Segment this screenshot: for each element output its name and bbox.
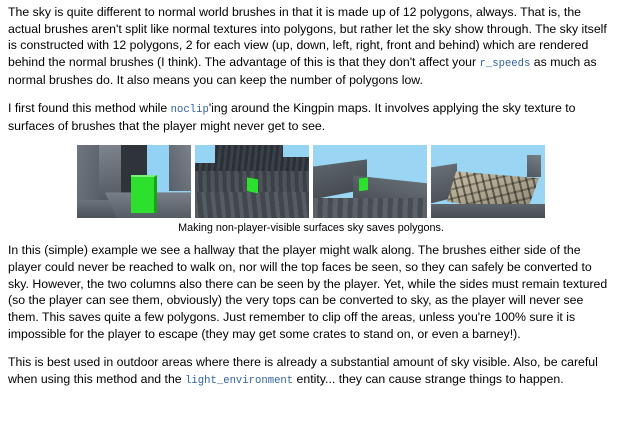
pillar-right — [527, 155, 541, 177]
paragraph-hallway-example — [8, 242, 614, 342]
paragraph-outdoor-warning — [8, 354, 614, 388]
text-run: 'ing around the Kingpin maps. It involves applying the sky texture to surfaces of brushes that the player might never get to see. — [8, 101, 576, 133]
text-run: This is best used in outdoor areas where there is already a substantial amount of sky visible. Also, be careful when using this method and the — [8, 355, 598, 387]
floor-surface — [195, 192, 309, 218]
text-run: entity... they can cause strange things to happen. — [293, 372, 564, 387]
sky-brush-highlight — [247, 177, 258, 193]
sky-patch-right — [283, 145, 309, 157]
floor — [313, 198, 427, 218]
text-run: The sky is quite different to normal world brushes in that it is made up of 12 polygons, always. That is, the actual brushes aren't split like normal textures into polygons, but rather let the sky show through. The sky itself is constructed with 12 polygons, 2 for each view (up, down, left, right, front and behind) which are rendered behind the normal brushes (I think). The advantage of this is that they don't affect your — [8, 5, 607, 70]
inline-code-light-environment: light_environment — [185, 375, 294, 388]
screenshot-overhead-dark-corridor-view — [195, 145, 309, 218]
wall-right — [169, 145, 191, 191]
sky-band-top — [313, 145, 427, 160]
screenshot-hallway-green-block-view — [77, 145, 191, 218]
floor — [431, 204, 545, 218]
figure-image-row — [8, 145, 614, 218]
sky-brush-highlight — [359, 177, 368, 191]
figure-sky-examples — [8, 145, 614, 236]
sky-patch-left — [195, 145, 215, 163]
figure-caption: Making non-player-visible surfaces sky saves polygons. — [178, 222, 444, 235]
paragraph-noclip-discovery — [8, 100, 614, 134]
text-run: In this (simple) example we see a hallway that the player might walk along. The brushes either side of the player could never be reached to walk on, nor will the top faces be seen, so they can safely be converted to sky. However, the two columns also there can be seen by the player. Yet, while the sides must remain textured (so the player can see them, obviously) the very tops can be converted to sky, as the player will never see them. This saves quite a few polygons. Just remember to clip off the areas, unless you're 100% sure it is impossible for the player to escape (they may get some crates to stand on, or even a barney!). — [8, 243, 608, 341]
inline-code-r-speeds: r_speeds — [479, 58, 531, 71]
text-run: as much as normal brushes do. It also means you can keep the number of polygons low. — [8, 55, 597, 87]
screenshot-angled-block-view — [313, 145, 427, 218]
inline-code-noclip: noclip — [170, 104, 209, 117]
paragraph-sky-polygons — [8, 4, 614, 88]
screenshot-grate-floor-view — [431, 145, 545, 218]
sky-brush-highlight — [131, 175, 157, 213]
text-run: I first found this method while — [8, 101, 171, 116]
